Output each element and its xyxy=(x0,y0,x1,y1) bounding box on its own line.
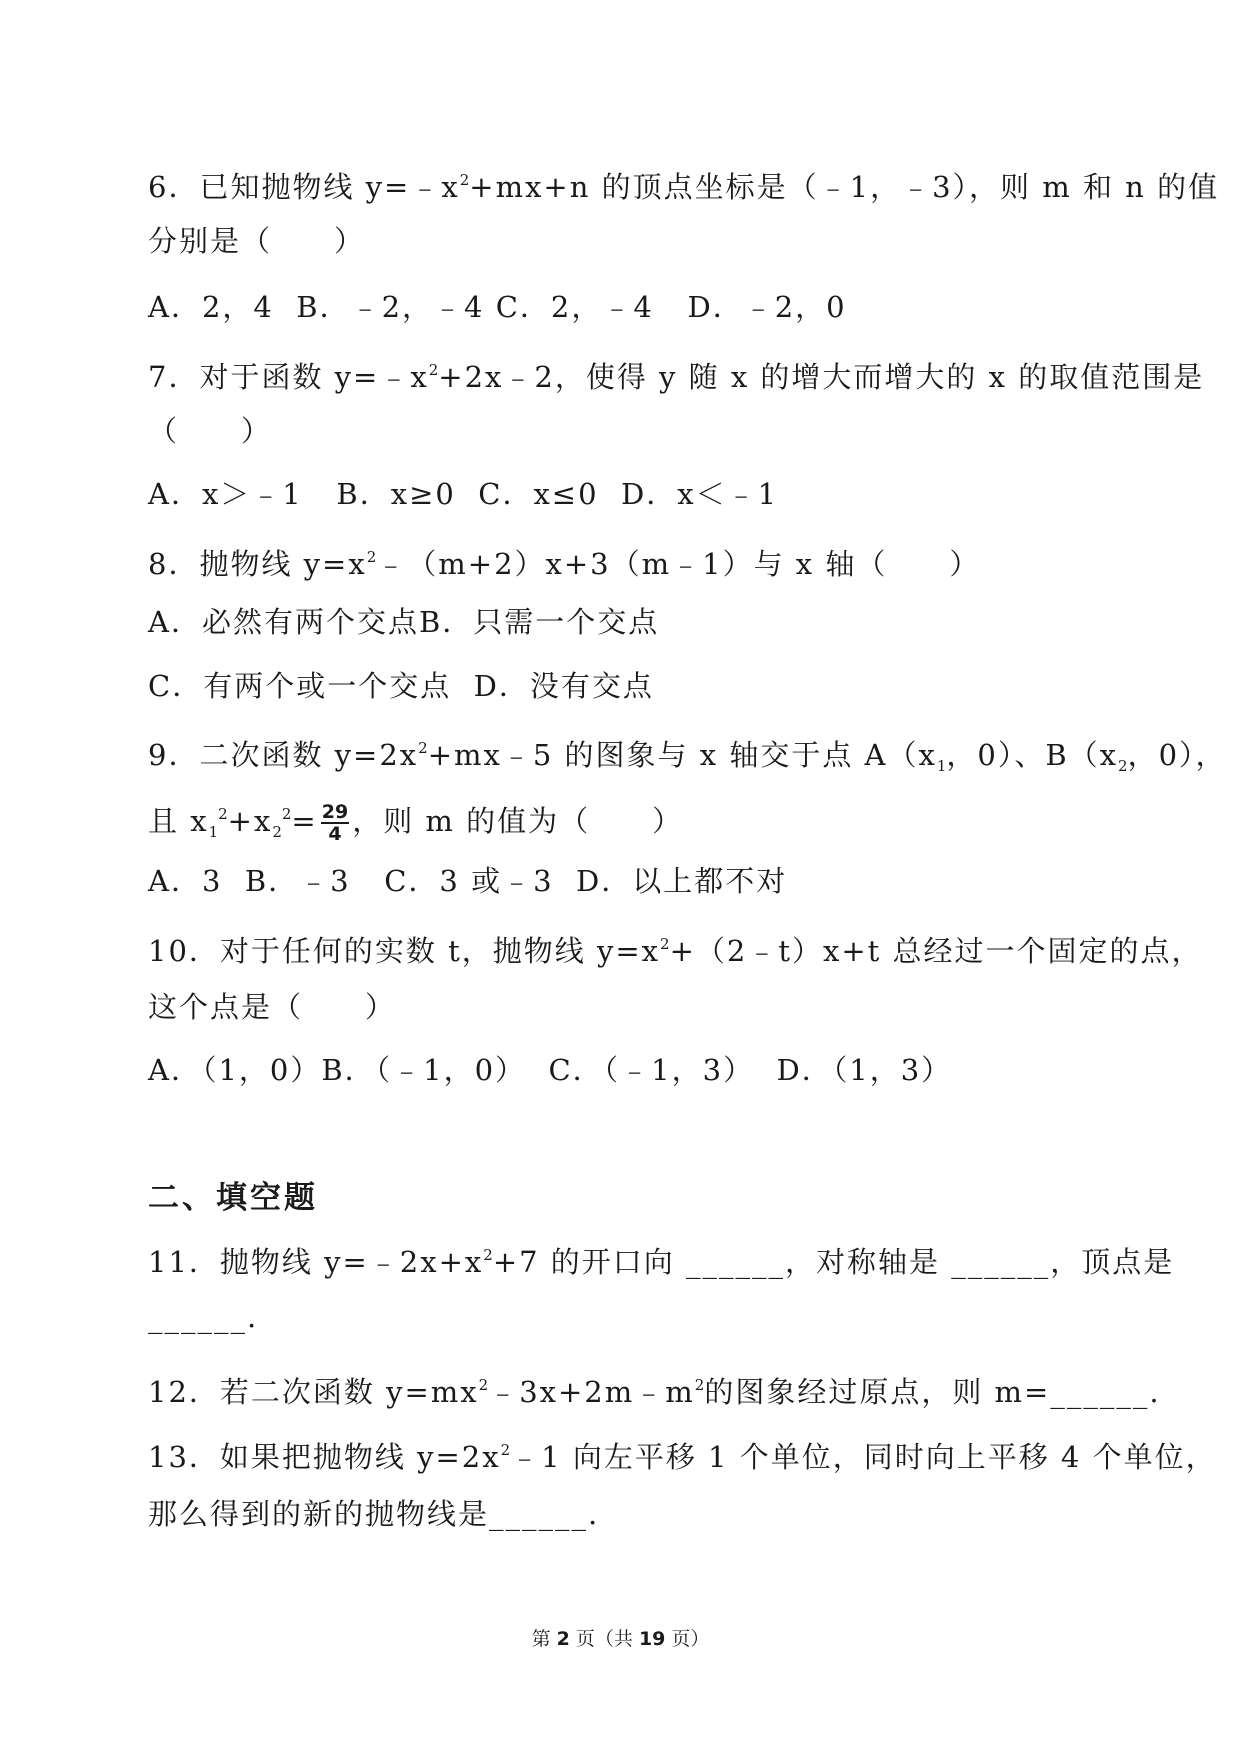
q6-stem-line2: 分别是（ ） xyxy=(148,224,366,258)
q9-text-g: = xyxy=(291,804,318,838)
q9-stem-line1 xyxy=(148,728,1227,786)
q9-text-f: +x xyxy=(227,804,273,838)
q12-text-c: 的图象经过原点，则 m=______. xyxy=(704,1375,1161,1409)
page-footer xyxy=(0,1624,1241,1651)
q6-stem-line1 xyxy=(148,160,1219,207)
q9-stem-line2 xyxy=(148,794,683,852)
q13-stem-line1 xyxy=(148,1430,1217,1477)
page-number: 2 xyxy=(556,1628,570,1650)
q7-stem-line1 xyxy=(148,350,1204,397)
q12-text-b: ﹣3x+2m﹣m xyxy=(488,1375,695,1409)
superscript: 2 xyxy=(660,935,670,953)
fraction-numerator: 29 xyxy=(321,801,349,823)
q6-text-a: 6．已知抛物线 y=﹣x xyxy=(148,170,460,204)
q9-text-d: ，0）， xyxy=(1127,738,1227,772)
total-pages: 19 xyxy=(638,1628,666,1650)
q6-options: A．2，4 B．﹣2，﹣4 C．2，﹣4 D．﹣2，0 xyxy=(148,290,847,324)
superscript: 2 xyxy=(418,739,428,757)
q9-text-a: 9．二次函数 y=2x xyxy=(148,738,419,772)
q12-stem-line1 xyxy=(148,1365,1161,1412)
superscript: 2 xyxy=(459,171,470,189)
q10-text-a: 10．对于任何的实数 t，抛物线 y=x xyxy=(148,934,661,968)
superscript: 2 xyxy=(483,1246,493,1264)
fraction-denominator: 4 xyxy=(328,823,342,845)
q13-stem-line2: 那么得到的新的抛物线是______. xyxy=(148,1497,600,1531)
footer-prefix: 第 xyxy=(531,1628,557,1650)
superscript: 2 xyxy=(694,1376,705,1394)
fraction-29-over-4 xyxy=(321,802,349,844)
superscript: 2 xyxy=(478,1376,489,1394)
q11-text-b: +7 的开口向 ______，对称轴是 ______，顶点是 xyxy=(492,1245,1175,1279)
q13-text-b: ﹣1 向左平移 1 个单位，同时向上平移 4 个单位， xyxy=(510,1440,1217,1474)
q6-text-b: +mx+n 的顶点坐标是（﹣1，﹣3），则 m 和 n 的值 xyxy=(469,170,1220,204)
superscript: 2 xyxy=(281,805,292,823)
q10-options: A．（1，0）B．（﹣1，0） C．（﹣1，3） D．（1，3） xyxy=(148,1053,953,1087)
section-heading: 二、填空题 xyxy=(148,1180,318,1216)
q8-stem-line1 xyxy=(148,537,980,584)
subscript: 1 xyxy=(936,757,947,775)
q13-text-a: 13．如果把抛物线 y=2x xyxy=(148,1440,501,1474)
q9-options: A．3 B．﹣3 C．3 或﹣3 D．以上都不对 xyxy=(148,864,788,898)
q7-text-b: +2x﹣2，使得 y 随 x 的增大而增大的 x 的取值范围是 xyxy=(438,360,1205,394)
q8-options-line1: A．必然有两个交点B．只需一个交点 xyxy=(148,605,660,639)
footer-middle: 页（共 xyxy=(569,1628,639,1650)
superscript: 2 xyxy=(500,1441,511,1459)
q12-text-a: 12．若二次函数 y=mx xyxy=(148,1375,479,1409)
q9-text-c: ，0）、B（x xyxy=(946,738,1119,772)
footer-suffix: 页） xyxy=(665,1628,710,1650)
q10-stem-line1 xyxy=(148,924,1203,971)
subscript: 1 xyxy=(208,823,219,841)
q8-text-a: 8．抛物线 y=x xyxy=(148,547,367,581)
q10-text-b: +（2﹣t）x+t 总经过一个固定的点， xyxy=(669,934,1203,968)
superscript: 2 xyxy=(366,548,377,566)
q10-stem-line2: 这个点是（ ） xyxy=(148,990,397,1024)
q11-stem-line1 xyxy=(148,1235,1174,1282)
superscript: 2 xyxy=(218,805,228,823)
q11-text-a: 11．抛物线 y=﹣2x+x xyxy=(148,1245,484,1279)
q9-text-e: 且 x xyxy=(148,804,209,838)
q11-stem-line2: ______. xyxy=(148,1300,259,1334)
subscript: 2 xyxy=(1118,757,1128,775)
q9-text-h: ，则 m 的值为（ ） xyxy=(352,804,684,838)
q8-options-line2: C．有两个或一个交点 D．没有交点 xyxy=(148,669,654,703)
subscript: 2 xyxy=(272,823,282,841)
q7-options: A．x＞﹣1 B．x≥0 C．x≤0 D．x＜﹣1 xyxy=(148,477,779,511)
superscript: 2 xyxy=(428,361,439,379)
q9-text-b: +mx﹣5 的图象与 x 轴交于点 A（x xyxy=(427,738,937,772)
q7-text-a: 7．对于函数 y=﹣x xyxy=(148,360,429,394)
q8-text-b: ﹣（m+2）x+3（m﹣1）与 x 轴（ ） xyxy=(376,547,981,581)
q7-stem-line2: （ ） xyxy=(148,414,273,448)
